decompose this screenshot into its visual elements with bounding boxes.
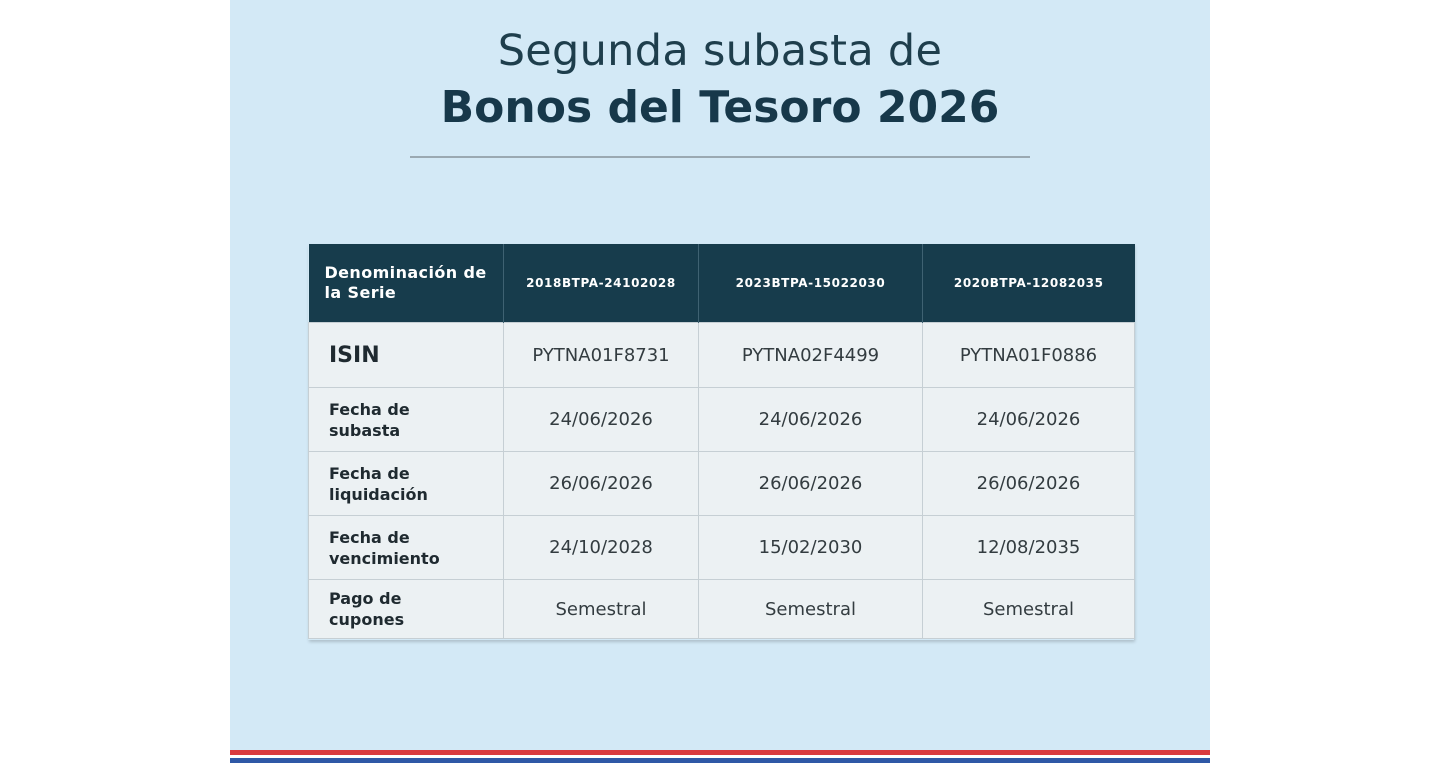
cell-liquidacion-3: 26/06/2026 [923, 452, 1135, 516]
header-series-label: Denominación de la Serie [309, 244, 504, 323]
cell-cupones-3: Semestral [923, 580, 1135, 639]
table-row-fecha-liquidacion [309, 452, 1135, 516]
row-label-fecha-liquidacion [309, 452, 504, 516]
table-header-row [309, 244, 1135, 323]
footer-stripe-blue [230, 758, 1210, 763]
cell-isin-2: PYTNA02F4499 [699, 323, 923, 388]
header-series-3: 2020BTPA-12082035 [923, 244, 1135, 323]
cell-liquidacion-2: 26/06/2026 [699, 452, 923, 516]
cell-subasta-2: 24/06/2026 [699, 388, 923, 452]
row-label-pago-cupones [309, 580, 504, 639]
header-series-2: 2023BTPA-15022030 [699, 244, 923, 323]
row-label-fecha-vencimiento [309, 516, 504, 580]
title-divider [410, 156, 1030, 158]
cell-liquidacion-1: 26/06/2026 [504, 452, 699, 516]
row-label-fecha-subasta [309, 388, 504, 452]
cell-vencimiento-1: 24/10/2028 [504, 516, 699, 580]
title-line-2: Bonos del Tesoro 2026 [440, 82, 1000, 133]
row-label-text: Fecha de vencimiento [329, 527, 440, 568]
table-row-fecha-vencimiento [309, 516, 1135, 580]
bonds-table [308, 244, 1135, 639]
table-row-fecha-subasta [309, 388, 1135, 452]
cell-subasta-1: 24/06/2026 [504, 388, 699, 452]
title-line-1: Segunda subasta de [497, 26, 943, 76]
cell-isin-1: PYTNA01F8731 [504, 323, 699, 388]
table-row-pago-cupones [309, 580, 1135, 639]
cell-cupones-2: Semestral [699, 580, 923, 639]
row-label-text: Pago de cupones [329, 589, 405, 629]
header-series-1: 2018BTPA-24102028 [504, 244, 699, 323]
cell-subasta-3: 24/06/2026 [923, 388, 1135, 452]
table-row-isin [309, 323, 1135, 388]
bonds-table-container [308, 244, 1134, 640]
announcement-card [230, 0, 1210, 763]
cell-vencimiento-3: 12/08/2035 [923, 516, 1135, 580]
row-label-text: Fecha de liquidación [329, 463, 428, 504]
cell-cupones-1: Semestral [504, 580, 699, 639]
cell-isin-3: PYTNA01F0886 [923, 323, 1135, 388]
row-label-isin: ISIN [309, 323, 504, 388]
cell-vencimiento-2: 15/02/2030 [699, 516, 923, 580]
row-label-text: Fecha de subasta [329, 399, 410, 440]
